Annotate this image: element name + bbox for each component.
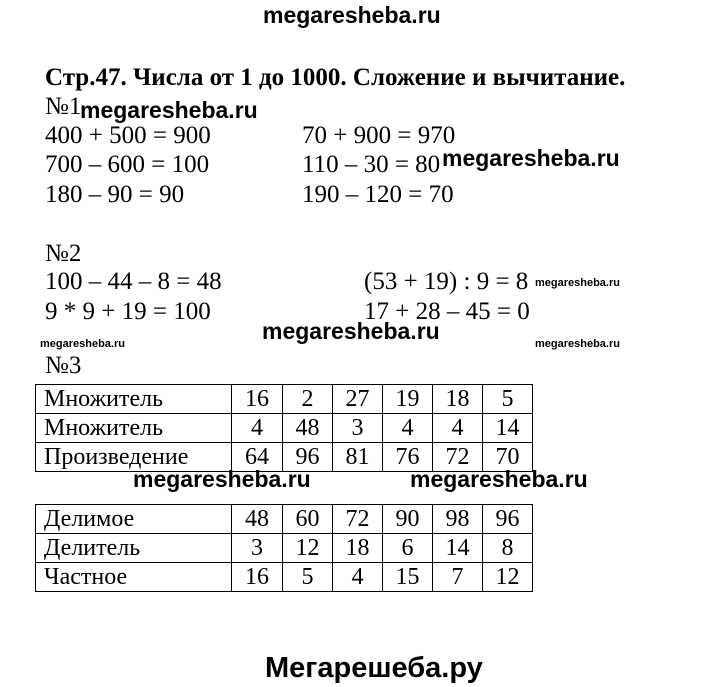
watermark-between-right: megaresheba.ru — [410, 466, 588, 492]
table-cell: 4 — [383, 414, 433, 443]
watermark-center: megaresheba.ru — [262, 318, 440, 344]
table-cell: 5 — [283, 563, 333, 592]
table-cell: 90 — [383, 505, 433, 534]
watermark-between-left: megaresheba.ru — [133, 466, 311, 492]
table-row — [36, 414, 533, 443]
exercise-3-label: №3 — [45, 352, 82, 379]
table-cell: 7 — [433, 563, 483, 592]
exercise-1-label: №1 — [45, 93, 82, 120]
table-cell: 12 — [483, 563, 533, 592]
table-cell: 72 — [333, 505, 383, 534]
row-label: Делитель — [36, 534, 232, 563]
exercise-2-label: №2 — [45, 240, 82, 267]
division-table — [35, 504, 533, 592]
table-cell: 19 — [383, 385, 433, 414]
footer-site-name: Мегарешеба.ру — [265, 652, 483, 684]
table-cell: 14 — [483, 414, 533, 443]
table-cell: 4 — [433, 414, 483, 443]
table-cell: 27 — [333, 385, 383, 414]
table-cell: 96 — [283, 443, 333, 472]
ex2-equation: 100 – 44 – 8 = 48 — [45, 268, 222, 295]
watermark-ex1-right: megaresheba.ru — [442, 145, 620, 171]
watermark-ex2-right: megaresheba.ru — [535, 277, 620, 289]
watermark-top: megaresheba.ru — [263, 2, 441, 28]
ex1-equation: 190 – 120 = 70 — [302, 181, 454, 208]
ex2-equation: 17 + 28 – 45 = 0 — [364, 298, 530, 325]
watermark-left-small: megaresheba.ru — [40, 338, 125, 350]
table-cell: 4 — [232, 414, 283, 443]
table-cell: 18 — [433, 385, 483, 414]
row-label: Частное — [36, 563, 232, 592]
table-cell: 16 — [232, 563, 283, 592]
table-cell: 5 — [483, 385, 533, 414]
table-cell: 12 — [283, 534, 333, 563]
row-label: Множитель — [36, 385, 232, 414]
ex1-equation: 400 + 500 = 900 — [45, 122, 211, 149]
row-label: Произведение — [36, 443, 232, 472]
watermark-ex1-inline: megaresheba.ru — [80, 97, 258, 123]
table-cell: 4 — [333, 563, 383, 592]
table-cell: 64 — [232, 443, 283, 472]
table-cell: 76 — [383, 443, 433, 472]
ex1-equation: 700 – 600 = 100 — [45, 151, 210, 178]
table-row — [36, 534, 533, 563]
table-cell: 81 — [333, 443, 383, 472]
table-cell: 2 — [283, 385, 333, 414]
table-cell: 3 — [232, 534, 283, 563]
table-cell: 48 — [232, 505, 283, 534]
ex2-equation: 9 * 9 + 19 = 100 — [45, 298, 211, 325]
table-cell: 8 — [483, 534, 533, 563]
table-row — [36, 385, 533, 414]
ex1-equation: 70 + 900 = 970 — [302, 122, 456, 149]
ex1-equation: 110 – 30 = 80 — [302, 151, 441, 178]
table-cell: 6 — [383, 534, 433, 563]
row-label: Делимое — [36, 505, 232, 534]
table-cell: 18 — [333, 534, 383, 563]
table-cell: 72 — [433, 443, 483, 472]
table-cell: 16 — [232, 385, 283, 414]
table-cell: 14 — [433, 534, 483, 563]
table-cell: 48 — [283, 414, 333, 443]
multiplication-table — [35, 384, 533, 472]
ex2-equation: (53 + 19) : 9 = 8 — [364, 268, 529, 295]
table-row — [36, 505, 533, 534]
table-cell: 3 — [333, 414, 383, 443]
table-cell: 98 — [433, 505, 483, 534]
page-heading: Стр.47. Числа от 1 до 1000. Сложение и вычитание. — [45, 64, 626, 91]
watermark-right-small: megaresheba.ru — [535, 338, 620, 350]
table-cell: 60 — [283, 505, 333, 534]
ex1-equation: 180 – 90 = 90 — [45, 181, 185, 208]
table-row — [36, 563, 533, 592]
row-label: Множитель — [36, 414, 232, 443]
table-cell: 70 — [483, 443, 533, 472]
table-cell: 15 — [383, 563, 433, 592]
table-cell: 96 — [483, 505, 533, 534]
